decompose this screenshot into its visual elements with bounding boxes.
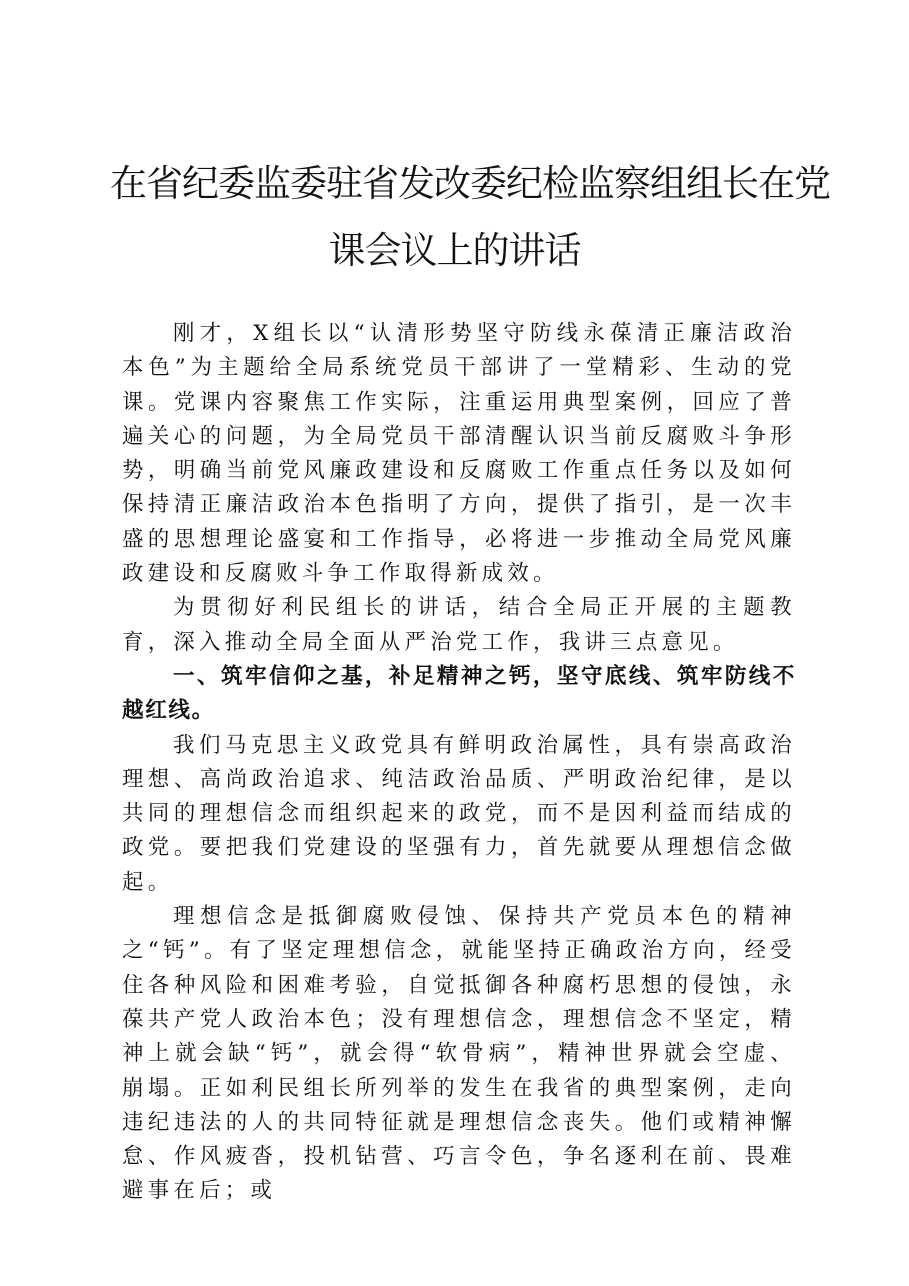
document-title-line-2: 课会议上的讲话 (328, 229, 581, 272)
paragraph-ideals: 理想信念是抵御腐败侵蚀、保持共产党员本色的精神之“钙”。有了坚定理想信念，就能坚持正确政治方向，经受住各种风险和困难考验，自觉抵御各种腐朽思想的侵蚀，永葆共产党人政治本色；没有理想信念，理想信念不坚定，精神上就会缺“钙”，就会得“软骨病”，精神世界就会空虚、崩塌。正如利民组长所列举的发生在我省的典型案例，走向违纪违法的人的共同特征就是理想信念丧失。他们或精神懈怠、作风疲沓，投机钻营、巧言令色，争名逐利在前、畏难避事在后；或 (122, 904, 796, 1204)
paragraph-party-nature: 我们马克思主义政党具有鲜明政治属性，具有崇高政治理想、高尚政治追求、纯洁政治品质、严明政治纪律，是以共同的理想信念而组织起来的政党，而不是因利益而结成的政党。要把我们党建设的坚强有力，首先就要从理想信念做起。 (122, 732, 796, 895)
paragraph-intro: 刚才，X组长以“认清形势坚守防线永葆清正廉洁政治本色”为主题给全局系统党员干部讲了一堂精彩、生动的党课。党课内容聚焦工作实际，注重运用典型案例，回应了普遍关心的问题，为全局党员干部清醒认识当前反腐败斗争形势，明确当前党风廉政建设和反腐败工作重点任务以及如何保持清正廉洁政治本色指明了方向，提供了指引，是一次丰盛的思想理论盛宴和工作指导，必将进一步推动全局党风廉政建设和反腐败斗争工作取得新成效。 (122, 321, 796, 587)
section-heading-1: 一、筑牢信仰之基，补足精神之钙，坚守底线、筑牢防线不越红线。 (122, 663, 796, 724)
document-body (122, 317, 796, 1209)
paragraph-opinions: 为贯彻好利民组长的讲话，结合全局正开展的主题教育，深入推动全局全面从严治党工作，我讲三点意见。 (122, 595, 796, 655)
document-title-line-1: 在省纪委监委驻省发改委纪检监察组组长在党 (110, 162, 830, 205)
